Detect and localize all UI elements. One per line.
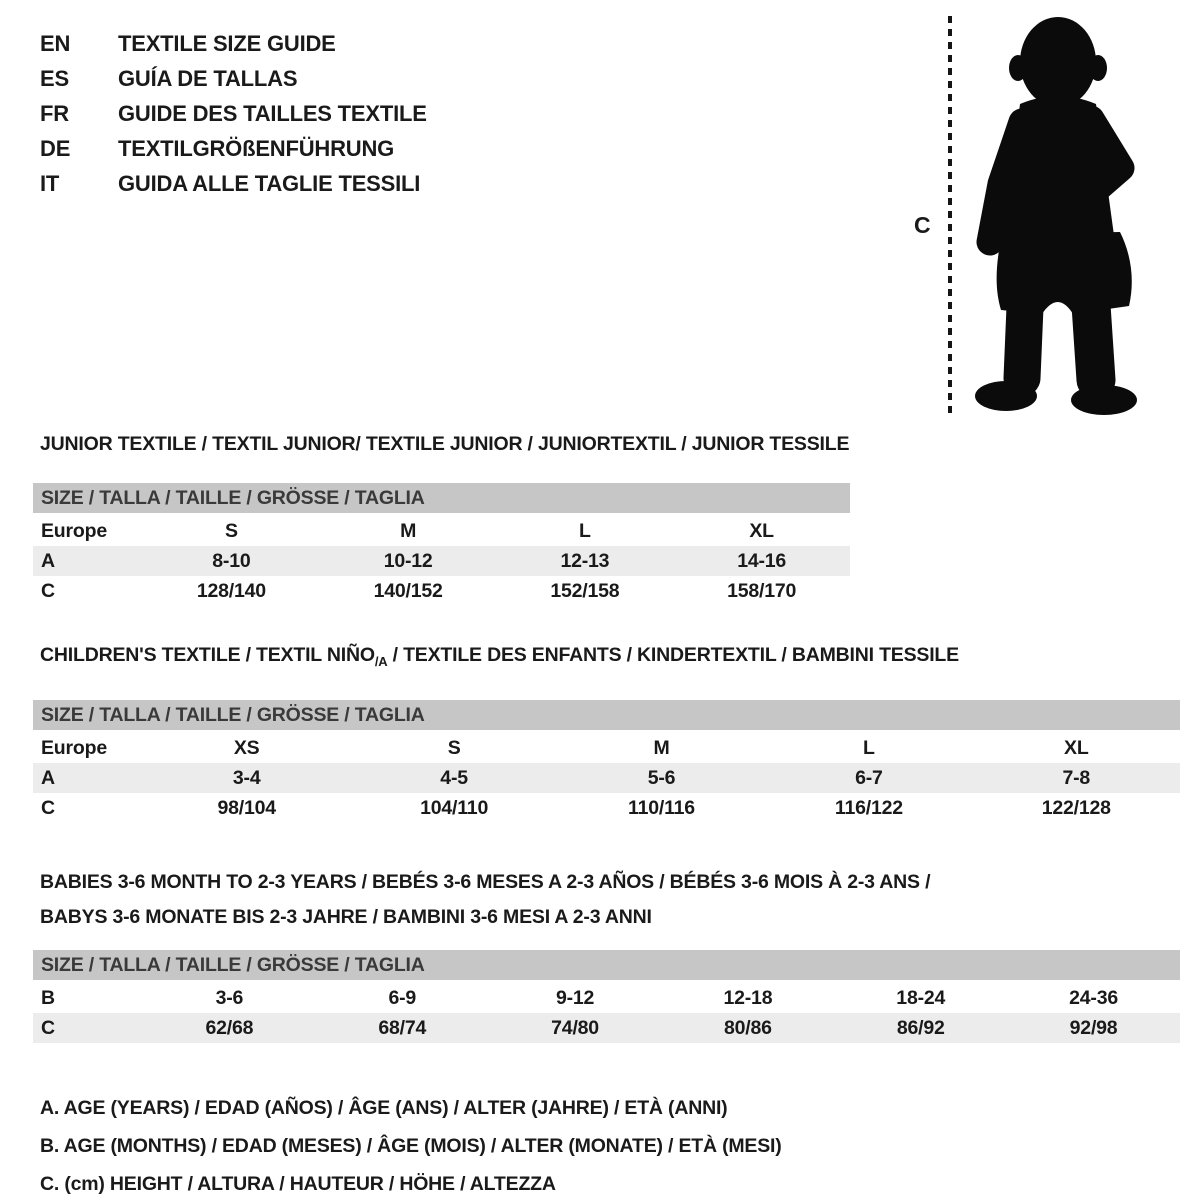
value-cell: XS — [233, 736, 260, 759]
value-cell: 62/68 — [205, 1016, 254, 1039]
value-cell: L — [579, 520, 591, 542]
value-cell: 86/92 — [896, 1016, 945, 1039]
language-code: IT — [40, 171, 60, 196]
size-table-section — [33, 643, 1200, 823]
section-title-text: BABIES 3-6 MONTH TO 2-3 YEARS / BEBÉS 3-6 MESES A 2-3 AÑOS / BÉBÉS 3-6 MOIS À 2-3 ANS / — [40, 870, 931, 893]
value-cell: 4-5 — [440, 766, 468, 789]
value-cell: 152/158 — [550, 580, 620, 602]
value-cell: 7-8 — [1062, 766, 1091, 789]
language-title-list — [40, 26, 427, 201]
table-row — [33, 793, 1180, 823]
value-cell: 74/80 — [551, 1016, 599, 1039]
guide-title: TEXTILE SIZE GUIDE — [118, 31, 336, 56]
value-cell: 122/128 — [1041, 796, 1111, 819]
value-cell: 140/152 — [373, 580, 443, 602]
language-row — [40, 61, 427, 96]
value-cell: 6-7 — [855, 766, 883, 789]
section-title-text: /A — [374, 653, 388, 669]
value-cell: 92/98 — [1069, 1016, 1118, 1039]
value-cell: 14-16 — [737, 550, 787, 572]
footnote: C. (cm) HEIGHT / ALTURA / HAUTEUR / HÖHE / ALTEZZA — [40, 1172, 556, 1195]
language-row — [40, 96, 427, 131]
value-cell: M — [653, 736, 670, 759]
value-cell: 80/86 — [724, 1016, 772, 1039]
section-title-line — [40, 643, 1200, 674]
language-code: FR — [40, 101, 69, 126]
value-cell: S — [224, 520, 238, 542]
value-cell: 158/170 — [727, 580, 797, 602]
language-code: ES — [40, 66, 69, 91]
row-label: Europe — [41, 520, 107, 542]
size-header-bar: SIZE / TALLA / TAILLE / GRÖSSE / TAGLIA — [33, 483, 850, 513]
value-cell: 3-6 — [215, 986, 244, 1009]
language-row — [40, 26, 427, 61]
value-cell: XL — [749, 520, 774, 542]
row-label: Europe — [41, 736, 107, 759]
row-label: B — [41, 986, 55, 1009]
value-cell: XL — [1064, 736, 1089, 759]
value-cell: 12-13 — [560, 550, 610, 572]
guide-title: GUÍA DE TALLAS — [118, 66, 298, 91]
table-row — [33, 763, 1180, 793]
section-title-line — [40, 900, 1200, 935]
value-cell: 3-4 — [232, 766, 261, 789]
section-title-text: JUNIOR TEXTILE / TEXTIL JUNIOR/ TEXTILE JUNIOR / JUNIORTEXTIL / JUNIOR TESSILE — [40, 433, 850, 455]
size-table-section — [33, 432, 1200, 606]
section-title — [40, 865, 1200, 935]
section-title-text: CHILDREN'S TEXTILE / TEXTIL NIÑO — [40, 644, 375, 666]
section-title-line — [40, 432, 1200, 457]
size-table — [33, 483, 850, 606]
value-cell: L — [863, 736, 875, 759]
size-tables — [0, 432, 1200, 1043]
row-label: C — [41, 1016, 55, 1039]
row-label: C — [41, 796, 55, 819]
row-label: C — [41, 580, 55, 602]
table-row — [33, 733, 1180, 763]
value-cell: 18-24 — [896, 986, 946, 1009]
language-code: EN — [40, 31, 71, 56]
section-title-line — [40, 865, 1200, 900]
value-cell: 6-9 — [388, 986, 417, 1009]
language-row — [40, 166, 427, 201]
height-measure-label: C — [914, 212, 931, 238]
toddler-silhouette-icon — [970, 12, 1142, 416]
footnote: B. AGE (MONTHS) / EDAD (MESES) / ÂGE (MOIS) / ALTER (MONATE) / ETÀ (MESI) — [40, 1134, 782, 1157]
height-measure-line — [948, 16, 952, 416]
section-title — [40, 643, 1200, 674]
value-cell: 24-36 — [1069, 986, 1118, 1009]
value-cell: S — [447, 736, 461, 759]
footnotes — [40, 1097, 1200, 1195]
value-cell: 12-18 — [723, 986, 773, 1009]
section-title-text: / TEXTILE DES ENFANTS / KINDERTEXTIL / BAMBINI TESSILE — [387, 644, 959, 666]
size-header-bar: SIZE / TALLA / TAILLE / GRÖSSE / TAGLIA — [33, 700, 1180, 730]
size-table — [33, 950, 1180, 1043]
size-header-bar: SIZE / TALLA / TAILLE / GRÖSSE / TAGLIA — [33, 950, 1180, 980]
value-cell: 98/104 — [217, 796, 276, 819]
value-cell: 110/116 — [628, 796, 695, 819]
value-cell: 8-10 — [212, 550, 251, 572]
table-row — [33, 983, 1180, 1013]
table-row — [33, 546, 850, 576]
value-cell: 68/74 — [378, 1016, 427, 1039]
value-cell: M — [400, 520, 417, 542]
guide-title: GUIDA ALLE TAGLIE TESSILI — [118, 171, 421, 196]
row-label: A — [41, 550, 55, 572]
row-label: A — [41, 766, 55, 789]
guide-title: GUIDE DES TAILLES TEXTILE — [118, 101, 427, 126]
size-table — [33, 700, 1180, 823]
language-code: DE — [40, 136, 71, 161]
table-row — [33, 576, 850, 606]
section-title-text: BABYS 3-6 MONATE BIS 2-3 JAHRE / BAMBINI 3-6 MESI A 2-3 ANNI — [40, 905, 652, 928]
guide-title: TEXTILGRÖßENFÜHRUNG — [118, 136, 395, 161]
value-cell: 128/140 — [196, 580, 266, 602]
size-table-section — [33, 865, 1200, 1043]
value-cell: 9-12 — [555, 986, 595, 1009]
footnote: A. AGE (YEARS) / EDAD (AÑOS) / ÂGE (ANS) / ALTER (JAHRE) / ETÀ (ANNI) — [40, 1096, 728, 1119]
table-row — [33, 516, 850, 546]
table-row — [33, 1013, 1180, 1043]
value-cell: 10-12 — [383, 550, 433, 572]
value-cell: 116/122 — [834, 796, 903, 819]
language-row — [40, 131, 427, 166]
value-cell: 5-6 — [647, 766, 676, 789]
section-title — [40, 432, 1200, 457]
hero-section — [0, 0, 1200, 430]
value-cell: 104/110 — [420, 796, 489, 819]
